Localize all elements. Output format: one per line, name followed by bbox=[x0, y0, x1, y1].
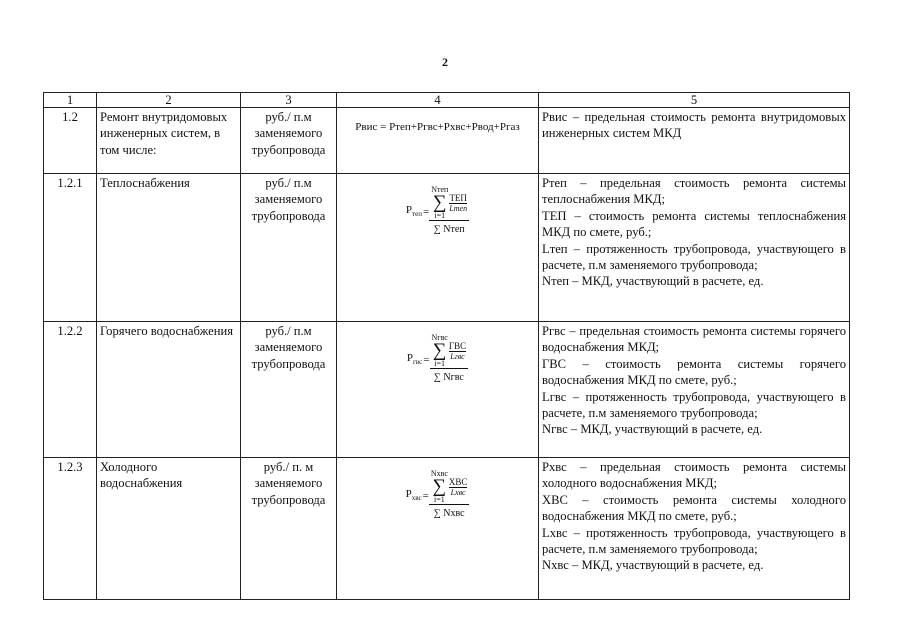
denominator: ∑ Nгвс bbox=[433, 372, 464, 383]
formula-cell bbox=[337, 458, 539, 600]
inner-fraction: $\frac{\text{ТЕП}}{\text{Lтеп}}$ bbox=[449, 193, 468, 213]
description-line: Nтеп – МКД, участвующий в расчете, ед. bbox=[542, 274, 764, 289]
formula-cell bbox=[337, 108, 539, 174]
description-line: Рхвс – предельная стоимость ремонта системы холодного водоснабжения МКД; bbox=[542, 460, 846, 491]
row-number: 1.2.3 bbox=[44, 458, 97, 600]
formula-lhs: $Р_{гвс}$ bbox=[406, 351, 423, 367]
header-cell: 1 bbox=[44, 93, 97, 108]
inner-fraction: $\frac{\text{ХВС}}{\text{Lхвс}}$ bbox=[448, 477, 468, 497]
description-line: ГВС – стоимость ремонта системы горячего водоснабжения МКД по смете, руб.; bbox=[542, 356, 846, 388]
formula-lhs: $Р_{хвс}$ bbox=[405, 487, 422, 503]
description-line: Lгвс – протяженность трубопровода, участвующего в расчете, п.м заменяемого трубопровода; bbox=[542, 389, 846, 421]
row-number: 1.2 bbox=[44, 108, 97, 174]
description-line: ХВС – стоимость ремонта системы холодного водоснабжения МКД по смете, руб.; bbox=[542, 492, 846, 524]
description-line: Рвис – предельная стоимость ремонта внутридомовых инженерных систем МКД bbox=[542, 110, 846, 141]
description-line: Lтеп – протяженность трубопровода, участвующего в расчете, п.м заменяемого трубопровода; bbox=[542, 241, 846, 273]
sum-symbol: Nхвс ∑ i=1 bbox=[430, 469, 448, 504]
unit: руб./ п. м заменяемого трубопровода bbox=[241, 458, 337, 600]
work-name: Холодного водоснабжения bbox=[97, 458, 241, 600]
unit: руб./ п.м заменяемого трубопровода bbox=[241, 322, 337, 458]
formula bbox=[407, 334, 468, 386]
formula-text: Рвис = Ртеп+Ргвс+Рхвс+Рвод+Ргаз bbox=[355, 121, 520, 133]
equals-sign: = bbox=[423, 354, 430, 366]
unit: руб./ п.м заменяемого трубопровода bbox=[241, 108, 337, 174]
sum-symbol: Nтеп ∑ i=1 bbox=[431, 185, 449, 220]
header-row bbox=[44, 93, 850, 108]
description-line: ТЕП – стоимость ремонта системы теплоснабжения МКД по смете, руб.; bbox=[542, 208, 846, 240]
table-row bbox=[44, 108, 850, 174]
description-line: Ртеп – предельная стоимость ремонта системы теплоснабжения МКД; bbox=[542, 176, 846, 207]
header-cell: 4 bbox=[337, 93, 539, 108]
row-number: 1.2.1 bbox=[44, 174, 97, 322]
work-name: Горячего водоснабжения bbox=[97, 322, 241, 458]
formula bbox=[406, 470, 470, 522]
formula-cell bbox=[337, 174, 539, 322]
denominator: ∑ Nхвс bbox=[433, 508, 465, 519]
formula bbox=[406, 186, 469, 238]
fraction bbox=[429, 186, 469, 238]
table-row bbox=[44, 174, 850, 322]
table-row bbox=[44, 458, 850, 600]
work-name: Теплоснабжения bbox=[97, 174, 241, 322]
sum-symbol: Nгвс ∑ i=1 bbox=[431, 333, 448, 368]
unit: руб./ п.м заменяемого трубопровода bbox=[241, 174, 337, 322]
description bbox=[539, 174, 850, 322]
formula-lhs: $Р_{теп}$ bbox=[405, 203, 422, 219]
description bbox=[539, 108, 850, 174]
fraction bbox=[429, 470, 470, 522]
cost-table bbox=[43, 92, 850, 600]
description bbox=[539, 458, 850, 600]
page-number: 2 bbox=[442, 55, 448, 69]
inner-fraction: $\frac{\text{ГВС}}{\text{Lгвс}}$ bbox=[448, 341, 467, 361]
formula-cell bbox=[337, 322, 539, 458]
description bbox=[539, 322, 850, 458]
fraction bbox=[430, 334, 469, 386]
denominator: ∑ Nтеп bbox=[433, 224, 465, 235]
description-line: Nгвс – МКД, участвующий в расчете, ед. bbox=[542, 422, 763, 437]
header-cell: 3 bbox=[241, 93, 337, 108]
header-cell: 5 bbox=[539, 93, 850, 108]
description-line: Lхвс – протяженность трубопровода, участвующего в расчете, п.м заменяемого трубопровода; bbox=[542, 525, 846, 557]
row-number: 1.2.2 bbox=[44, 322, 97, 458]
equals-sign: = bbox=[422, 206, 430, 218]
equals-sign: = bbox=[422, 490, 429, 502]
description-line: Nхвс – МКД, участвующий в расчете, ед. bbox=[542, 558, 764, 573]
description-line: Ргвс – предельная стоимость ремонта системы горячего водоснабжения МКД; bbox=[542, 324, 846, 355]
table-row bbox=[44, 322, 850, 458]
work-name: Ремонт внутридомовых инженерных систем, в том числе: bbox=[97, 108, 241, 174]
header-cell: 2 bbox=[97, 93, 241, 108]
